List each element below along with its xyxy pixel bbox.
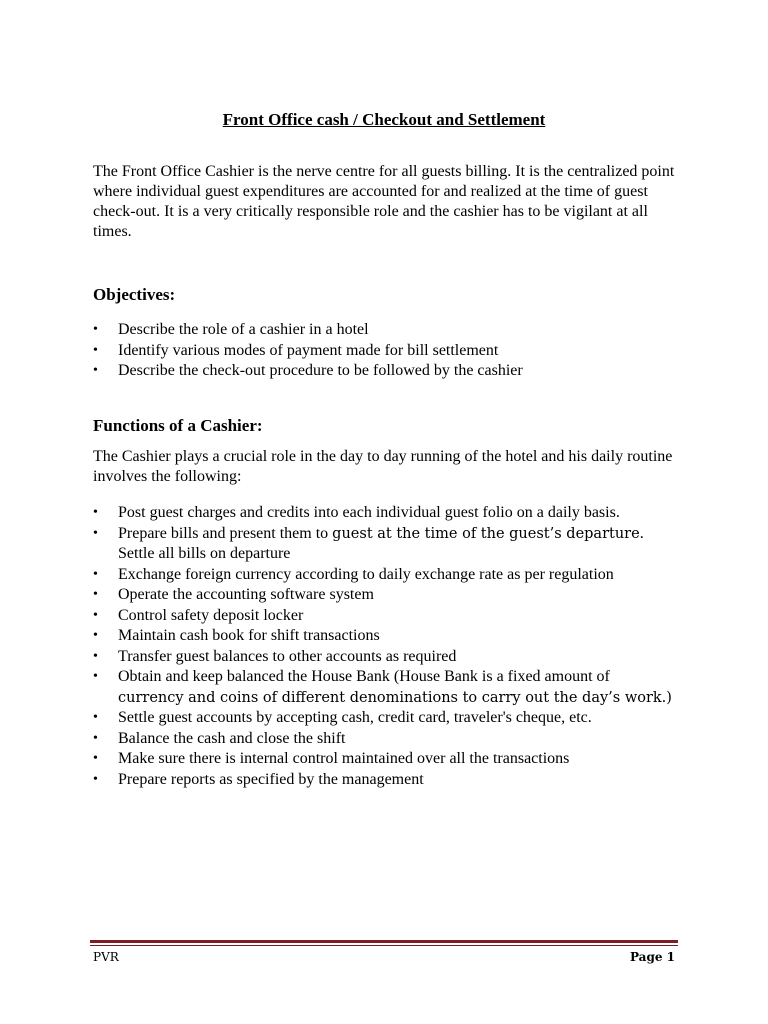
list-item: • Describe the role of a cashier in a hotel: [93, 320, 693, 341]
footer-rule-thin: [90, 945, 678, 946]
list-item: • Prepare bills and present them to guest at the time of the guest’s departure. Settle all bills on departure: [93, 524, 693, 565]
objectives-heading: Objectives:: [93, 285, 176, 304]
list-item: • Balance the cash and close the shift: [93, 729, 693, 750]
page-title: Front Office cash / Checkout and Settlement: [222, 110, 546, 129]
functions-heading: Functions of a Cashier:: [93, 416, 263, 435]
list-item: • Post guest charges and credits into each individual guest folio on a daily basis.: [93, 503, 693, 524]
emphasized-text: guest at the time of the guest’s departure: [332, 525, 640, 542]
list-item: • Make sure there is internal control maintained over all the transactions: [93, 749, 693, 770]
list-item: • Obtain and keep balanced the House Bank (House Bank is a fixed amount of currency and coins of different denominations to carry out the day’s work.): [93, 667, 693, 708]
list-item: • Prepare reports as specified by the management: [93, 770, 693, 791]
list-item: • Describe the check-out procedure to be followed by the cashier: [93, 361, 693, 382]
list-item: • Identify various modes of payment made for bill settlement: [93, 341, 693, 362]
list-item: • Settle guest accounts by accepting cash, credit card, traveler's cheque, etc.: [93, 708, 693, 729]
emphasized-text: currency and coins of different denominations to carry out the day’s work.): [118, 689, 672, 706]
list-item: • Maintain cash book for shift transactions: [93, 626, 693, 647]
footer-left-text: PVR: [93, 950, 119, 964]
list-item: • Exchange foreign currency according to daily exchange rate as per regulation: [93, 565, 693, 586]
objectives-list: [93, 320, 693, 382]
list-item: • Control safety deposit locker: [93, 606, 693, 627]
list-item: • Operate the accounting software system: [93, 585, 693, 606]
functions-list: [93, 503, 693, 790]
intro-paragraph: The Front Office Cashier is the nerve centre for all guests billing. It is the centralized point where individual guest expenditures are accounted for and realized at the time of guest check-out. It is a very critically responsible role and the cashier has to be vigilant at all times.: [93, 163, 675, 240]
functions-intro: The Cashier plays a crucial role in the day to day running of the hotel and his daily routine involves the following:: [93, 448, 673, 485]
list-item: • Transfer guest balances to other accounts as required: [93, 647, 693, 668]
footer-rule-thick: [90, 940, 678, 943]
page-number: Page 1: [629, 950, 675, 964]
